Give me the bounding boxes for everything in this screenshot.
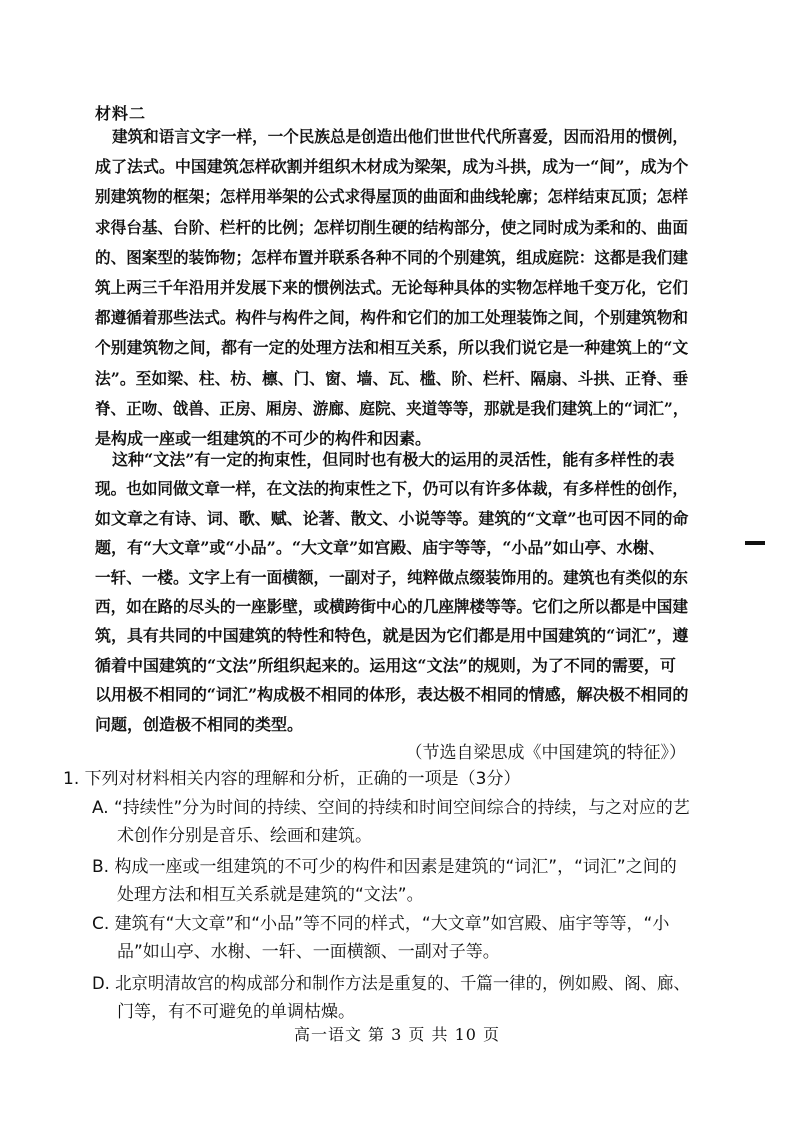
paragraph-2-line: 问题，创造极不相同的类型。 <box>95 714 304 734</box>
option-c-line: C. 建筑有“大文章”和“小品”等不同的样式，“大文章”如宫殿、庙宇等等，“小 <box>92 914 670 934</box>
paragraph-2-line: 一轩、一楼。文字上有一面横额，一副对子，纯粹做点缀装饰用的。建筑也有类似的东 <box>95 567 689 587</box>
paragraph-1-line: 成了法式。中国建筑怎样砍割并组织木材成为梁架，成为斗拱，成为一“间”，成为个 <box>95 157 689 177</box>
paragraph-1-line: 法”。至如梁、柱、枋、檩、门、窗、墙、瓦、槛、阶、栏杆、隔扇、斗拱、正脊、垂 <box>95 368 689 388</box>
paragraph-2-line: 这种“文法”有一定的拘束性，但同时也有极大的运用的灵活性，能有多样性的表 <box>112 450 675 469</box>
paragraph-1-line: 都遵循着那些法式。构件与构件之间，构件和它们的加工处理装饰之间，个别建筑物和 <box>95 308 689 328</box>
paragraph-1-line: 的、图案型的装饰物；怎样布置并联系各种不同的个别建筑，组成庭院：这都是我们建 <box>95 247 689 267</box>
page-footer: 高一语文 第 3 页 共 10 页 <box>293 1025 501 1044</box>
margin-dash-mark <box>745 541 765 545</box>
option-b-line: B. 构成一座或一组建筑的不可少的构件和因素是建筑的“词汇”，“词汇”之间的 <box>92 857 677 877</box>
option-b-line: 处理方法和相互关系就是建筑的“文法”。 <box>117 885 424 905</box>
paragraph-2-line: 以用极不相同的“词汇”构成极不相同的体形，表达极不相同的情感，解决极不相同的 <box>95 685 689 705</box>
paragraph-2-line: 循着中国建筑的“文法”所组织起来的。运用这“文法”的规则，为了不同的需要，可 <box>95 655 676 675</box>
paragraph-1-line: 建筑和语言文字一样，一个民族总是创造出他们世世代代所喜爱，因而沿用的惯例， <box>112 127 689 146</box>
paragraph-1-line: 求得台基、台阶、栏杆的比例；怎样切削生硬的结构部分，使之同时成为柔和的、曲面 <box>95 217 689 237</box>
paragraph-1-line: 是构成一座或一组建筑的不可少的构件和因素。 <box>95 429 432 448</box>
section-title: 材料二 <box>95 104 147 123</box>
paragraph-1-line: 别建筑物的框架；怎样用举架的公式求得屋顶的曲面和曲线轮廓；怎样结束瓦顶；怎样 <box>95 187 689 207</box>
option-a-line: A. “持续性”分为时间的持续、空间的持续和时间空间综合的持续，与之对应的艺 <box>92 798 690 818</box>
paragraph-1-line: 脊、正吻、戗兽、正房、厢房、游廊、庭院、夹道等等，那就是我们建筑上的“词汇”， <box>95 398 689 418</box>
paragraph-2-line: 筑，具有共同的中国建筑的特性和特色，就是因为它们都是用中国建筑的“词汇”，遵 <box>95 626 689 646</box>
option-d-line: D. 北京明清故宫的构成部分和制作方法是重复的、千篇一律的，例如殿、阁、廊、 <box>92 974 690 994</box>
paragraph-2-line: 现。也如同做文章一样，在文法的拘束性之下，仍可以有许多体裁，有多样性的创作， <box>95 479 689 499</box>
option-a-line: 术创作分别是音乐、绘画和建筑。 <box>117 826 372 846</box>
paragraph-2-line: 如文章之有诗、词、歌、赋、论著、散文、小说等等。建筑的“文章”也可因不同的命 <box>95 508 689 528</box>
paragraph-1-line: 个别建筑物之间，都有一定的处理方法和相互关系，所以我们说它是一种建筑上的“文 <box>95 338 689 358</box>
paragraph-2-line: 题，有“大文章”或“小品”。“大文章”如宫殿、庙宇等等，“小品”如山亭、水榭、 <box>95 538 665 558</box>
question-1-stem: 1. 下列对材料相关内容的理解和分析，正确的一项是（3分） <box>63 769 521 789</box>
source-citation: （节选自梁思成《中国建筑的特征》） <box>405 743 686 763</box>
paragraph-1-line: 筑上两三千年沿用并发展下来的惯例法式。无论每种具体的实物怎样地千变万化，它们 <box>95 278 689 297</box>
option-c-line: 品”如山亭、水榭、一轩、一面横额、一副对子等。 <box>117 942 500 962</box>
option-d-line: 门等，有不可避免的单调枯燥。 <box>117 1002 355 1022</box>
paragraph-2-line: 西，如在路的尽头的一座影壁，或横跨街中心的几座牌楼等等。它们之所以都是中国建 <box>95 597 689 616</box>
